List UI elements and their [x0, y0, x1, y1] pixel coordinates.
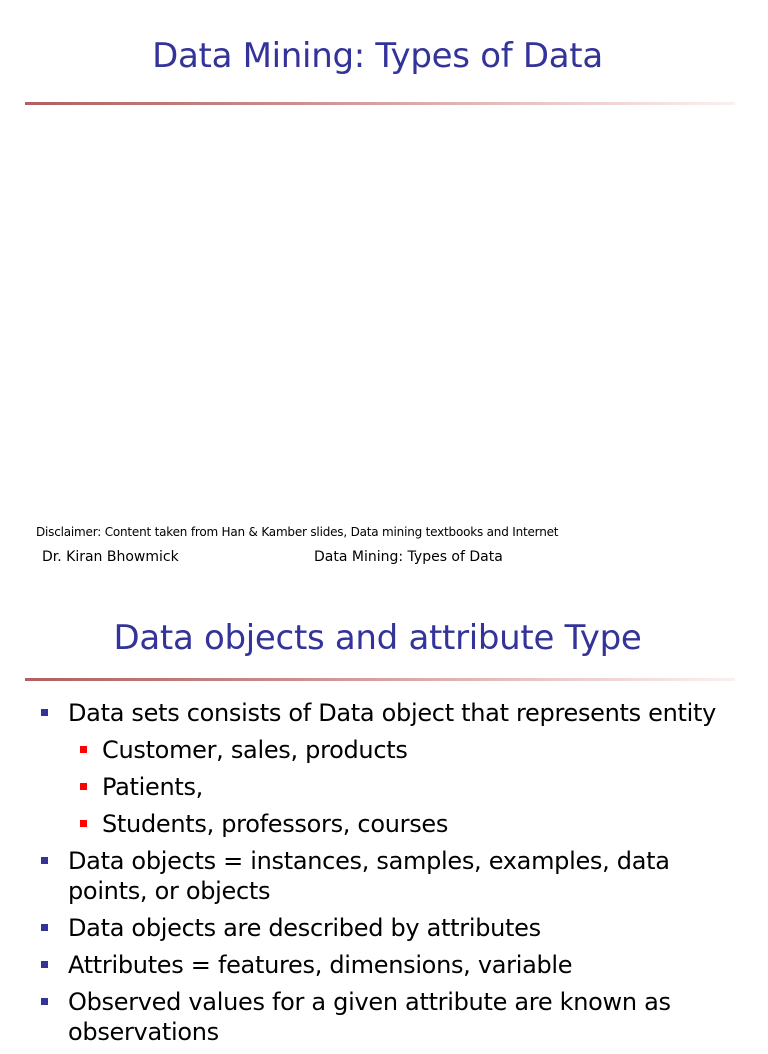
sub-bullet-item [0, 772, 742, 802]
title-divider [25, 678, 735, 681]
bullet-item [0, 950, 748, 980]
slide-1-title: Data Mining: Types of Data [152, 36, 603, 76]
bullet-item [0, 913, 748, 943]
sub-bullet-item [0, 735, 742, 765]
red-square-bullet-icon [80, 820, 87, 827]
square-bullet-icon [41, 709, 48, 716]
square-bullet-icon [41, 998, 48, 1005]
footer-author: Dr. Kiran Bhowmick [42, 549, 179, 565]
square-bullet-icon [41, 961, 48, 968]
red-square-bullet-icon [80, 746, 87, 753]
square-bullet-icon [41, 857, 48, 864]
footer-title: Data Mining: Types of Data [314, 549, 503, 565]
bullet-text: Data objects are described by attributes [68, 914, 541, 942]
square-bullet-icon [41, 924, 48, 931]
bullet-text: Data objects = instances, samples, examples, data points, or objects [68, 847, 670, 905]
title-divider [25, 102, 735, 105]
red-square-bullet-icon [80, 783, 87, 790]
slide-data-objects [0, 580, 768, 1046]
bullet-item [0, 698, 748, 728]
bullet-text: Patients, [102, 773, 203, 801]
slide-2-title: Data objects and attribute Type [113, 618, 642, 658]
bullet-text: Observed values for a given attribute are known as observations [68, 988, 671, 1046]
bullet-text: Data sets consists of Data object that represents entity [68, 699, 717, 727]
bullet-item [0, 987, 748, 1047]
bullet-list [0, 698, 768, 1054]
bullet-text: Customer, sales, products [102, 736, 408, 764]
bullet-text: Attributes = features, dimensions, variable [68, 951, 573, 979]
sub-bullet-item [0, 809, 742, 839]
bullet-item [0, 846, 748, 906]
disclaimer-text: Disclaimer: Content taken from Han & Kamber slides, Data mining textbooks and Internet [36, 525, 559, 539]
bullet-text: Students, professors, courses [102, 810, 449, 838]
